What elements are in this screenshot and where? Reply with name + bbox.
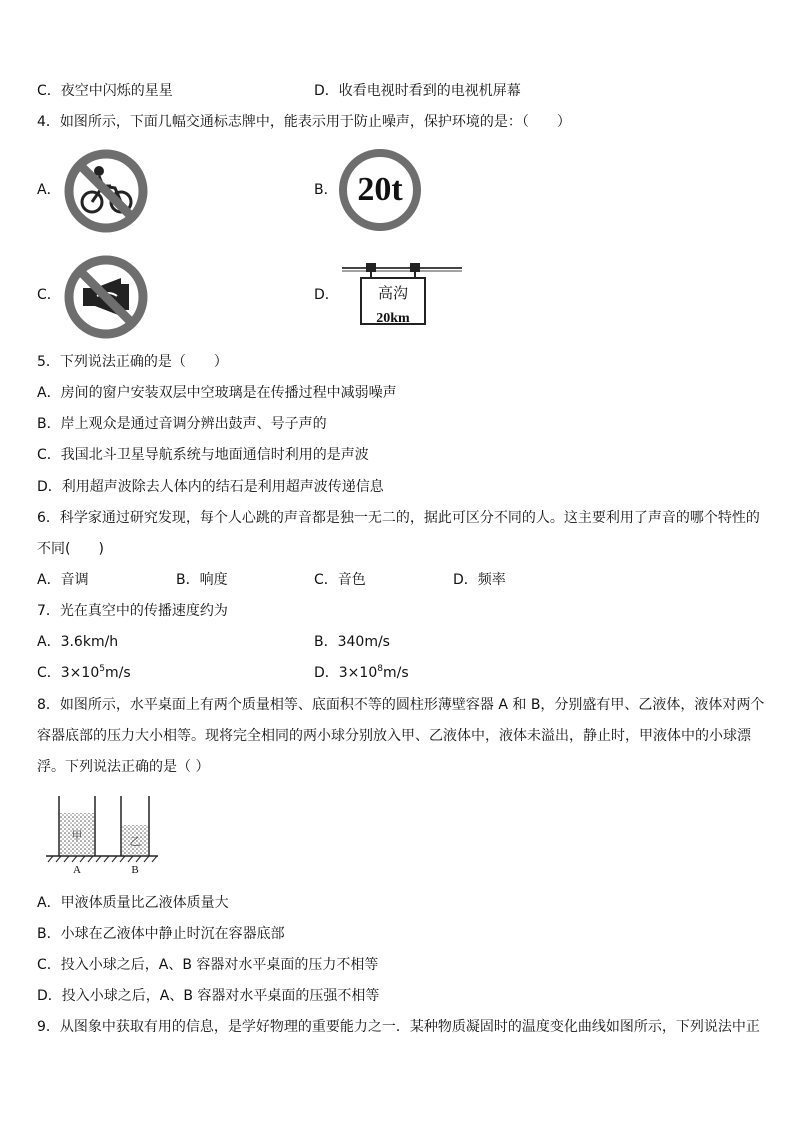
q5-stem: 5．下列说法正确的是（ ） [37, 354, 228, 370]
q6-option-a: A．音调 [37, 572, 89, 588]
weight-limit-sign-icon [338, 148, 422, 232]
distance-sign-place: 高沟 [377, 284, 408, 302]
q5-option-b: B．岸上观众是通过音调分辨出鼓声、号子声的 [37, 416, 327, 432]
q4-option-a-label: A． [37, 182, 61, 198]
q8-option-a: A．甲液体质量比乙液体质量大 [37, 895, 229, 911]
q8-stem-line2: 容器底部的压力大小相等。现将完全相同的两小球分别放入甲、乙液体中，液体未溢出，静止时，甲液体中的小球漂 [37, 728, 751, 744]
q8-stem-line3: 浮。下列说法正确的是（ ） [37, 759, 210, 775]
q4-option-c-label: C． [37, 287, 61, 303]
no-motorcycle-sign-icon [63, 148, 149, 234]
q6-option-c: C．音色 [314, 572, 366, 588]
q3-option-d: D．收看电视时看到的电视机屏幕 [314, 83, 521, 99]
q5-option-c: C．我国北斗卫星导航系统与地面通信时利用的是声波 [37, 447, 369, 463]
q4-stem: 4．如图所示，下面几幅交通标志牌中，能表示用于防止噪声，保护环境的是：（ ） [37, 114, 571, 130]
no-honking-sign-icon [63, 254, 149, 340]
liquid-a-label: 甲 [71, 829, 83, 842]
distance-sign-icon [340, 262, 466, 326]
distance-sign-distance: 20km [376, 311, 410, 323]
q7-option-b: B．340m/s [314, 634, 390, 650]
liquid-b-label: 乙 [129, 835, 141, 848]
containers-figure [44, 792, 160, 878]
q4-option-b-label: B． [314, 182, 338, 198]
q6-option-d: D．频率 [453, 572, 506, 588]
q5-option-d: D．利用超声波除去人体内的结石是利用超声波传递信息 [37, 479, 384, 495]
q8-stem-line1: 8．如图所示，水平桌面上有两个质量相等、底面积不等的圆柱形薄壁容器 A 和 B，分别盛有甲、乙液体，液体对两个 [37, 697, 765, 713]
q8-option-d: D．投入小球之后，A、B 容器对水平桌面的压强不相等 [37, 988, 380, 1004]
weight-limit-text: 20t [357, 171, 403, 208]
q9-stem: 9．从图象中获取有用的信息，是学好物理的重要能力之一．某种物质凝固时的温度变化曲线如图所示，下列说法中正 [37, 1019, 760, 1035]
q8-option-b: B．小球在乙液体中静止时沉在容器底部 [37, 926, 285, 942]
q6-option-b: B．响度 [176, 572, 228, 588]
q6-stem-line2: 不同( ) [37, 541, 104, 557]
container-b-label: B [131, 864, 139, 876]
container-a-label: A [73, 864, 81, 876]
q7-option-a: A．3.6km/h [37, 634, 119, 650]
q7-option-c: C．$3\times 10^5m/s$ [37, 664, 131, 681]
q7-stem: 7．光在真空中的传播速度约为 [37, 603, 228, 619]
q6-stem-line1: 6．科学家通过研究发现，每个人心跳的声音都是独一无二的，据此可区分不同的人。这主要利用了声音的哪个特性的 [37, 510, 760, 526]
q8-option-c: C．投入小球之后，A、B 容器对水平桌面的压力不相等 [37, 957, 379, 973]
q3-option-c: C．夜空中闪烁的星星 [37, 83, 173, 99]
q4-option-d-label: D． [314, 287, 339, 303]
q5-option-a: A．房间的窗户安装双层中空玻璃是在传播过程中减弱噪声 [37, 385, 397, 401]
q7-option-d: D．$3\times 10^8m/s$ [314, 664, 409, 681]
